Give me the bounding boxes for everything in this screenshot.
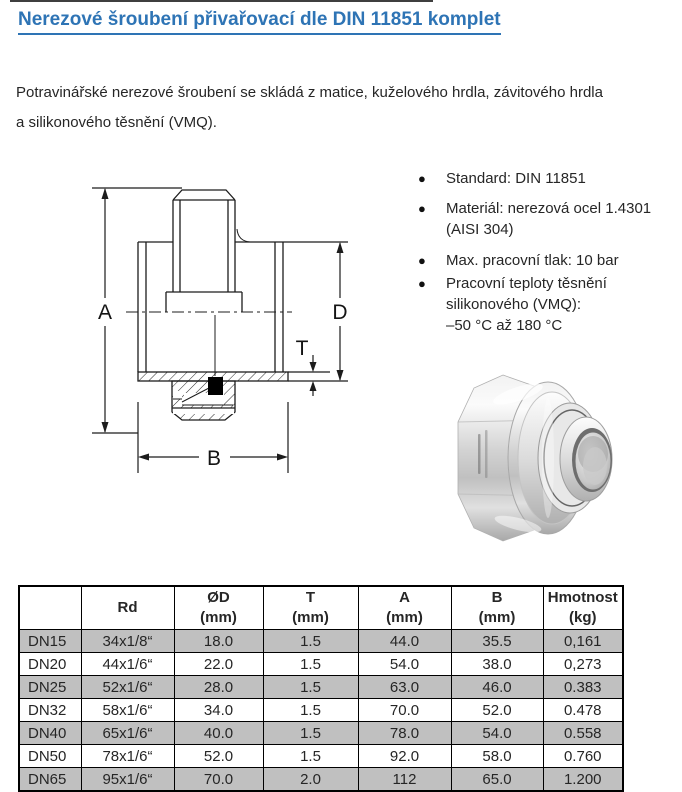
value-cell: 54.0 xyxy=(451,722,543,745)
list-item xyxy=(418,198,682,240)
dimension-label-b: B xyxy=(206,447,222,470)
spec-text: Pracovní teploty těsnění xyxy=(446,275,607,292)
column-header-dn xyxy=(19,586,81,630)
value-cell: 92.0 xyxy=(358,745,451,768)
bullet-icon: ● xyxy=(418,276,426,291)
value-cell: 0,273 xyxy=(543,653,623,676)
value-cell: 38.0 xyxy=(451,653,543,676)
technical-drawing xyxy=(80,172,370,487)
dimension-label-d: D xyxy=(332,301,348,324)
table-row xyxy=(19,630,623,653)
value-cell: 0.760 xyxy=(543,745,623,768)
dn-size-cell: DN25 xyxy=(19,676,81,699)
spec-text: –50 °C až 180 °C xyxy=(446,317,563,334)
value-cell: 1.5 xyxy=(263,653,358,676)
list-item xyxy=(418,168,682,189)
stamp-marking xyxy=(485,430,488,478)
dn-size-cell: DN50 xyxy=(19,745,81,768)
value-cell: 78x1/6“ xyxy=(81,745,174,768)
dn-size-cell: DN20 xyxy=(19,653,81,676)
value-cell: 2.0 xyxy=(263,768,358,792)
table-header-row xyxy=(19,586,623,630)
value-cell: 63.0 xyxy=(358,676,451,699)
dn-size-cell: DN40 xyxy=(19,722,81,745)
value-cell: 22.0 xyxy=(174,653,263,676)
value-cell: 52x1/6“ xyxy=(81,676,174,699)
value-cell: 0.478 xyxy=(543,699,623,722)
column-header-a: A (mm) xyxy=(358,586,451,630)
spec-table-body xyxy=(19,630,623,792)
value-cell: 1.5 xyxy=(263,745,358,768)
dn-size-cell: DN15 xyxy=(19,630,81,653)
spec-bullet-list xyxy=(418,168,682,336)
value-cell: 65.0 xyxy=(451,768,543,792)
list-item xyxy=(418,273,682,336)
value-cell: 0.383 xyxy=(543,676,623,699)
value-cell: 34.0 xyxy=(174,699,263,722)
value-cell: 35.5 xyxy=(451,630,543,653)
column-header-hmotnost: Hmotnost (kg) xyxy=(543,586,623,630)
value-cell: 70.0 xyxy=(358,699,451,722)
dimension-table xyxy=(18,585,624,792)
column-header-b: B (mm) xyxy=(451,586,543,630)
bullet-icon: ● xyxy=(418,253,426,268)
gasket-section xyxy=(208,377,223,395)
value-cell: 112 xyxy=(358,768,451,792)
value-cell: 52.0 xyxy=(451,699,543,722)
page-title[interactable]: Nerezové šroubení přivařovací dle DIN 11851 komplet xyxy=(18,9,501,35)
table-row xyxy=(19,722,623,745)
value-cell: 1.5 xyxy=(263,722,358,745)
spec-text: Standard: DIN 11851 xyxy=(446,170,586,187)
value-cell: 54.0 xyxy=(358,653,451,676)
spec-text: Max. pracovní tlak: 10 bar xyxy=(446,252,619,269)
bullet-icon: ● xyxy=(418,201,426,216)
value-cell: 58x1/6“ xyxy=(81,699,174,722)
intro-line-2: a silikonového těsnění (VMQ). xyxy=(16,114,217,131)
table-row xyxy=(19,676,623,699)
intro-line-1: Potravinářské nerezové šroubení se skládá z matice, kuželového hrdla, závitového hrdla xyxy=(16,84,603,101)
value-cell: 46.0 xyxy=(451,676,543,699)
column-header-rd: Rd xyxy=(81,586,174,630)
column-header-t: T (mm) xyxy=(263,586,358,630)
table-row xyxy=(19,653,623,676)
value-cell: 1.5 xyxy=(263,676,358,699)
table-row xyxy=(19,745,623,768)
product-photo xyxy=(448,372,673,544)
value-cell: 70.0 xyxy=(174,768,263,792)
value-cell: 34x1/8“ xyxy=(81,630,174,653)
dn-size-cell: DN32 xyxy=(19,699,81,722)
value-cell: 40.0 xyxy=(174,722,263,745)
value-cell: 44.0 xyxy=(358,630,451,653)
value-cell: 65x1/6“ xyxy=(81,722,174,745)
value-cell: 0,161 xyxy=(543,630,623,653)
value-cell: 44x1/6“ xyxy=(81,653,174,676)
value-cell: 52.0 xyxy=(174,745,263,768)
value-cell: 1.5 xyxy=(263,630,358,653)
value-cell: 0.558 xyxy=(543,722,623,745)
value-cell: 28.0 xyxy=(174,676,263,699)
value-cell: 18.0 xyxy=(174,630,263,653)
value-cell: 1.5 xyxy=(263,699,358,722)
value-cell: 78.0 xyxy=(358,722,451,745)
value-cell: 95x1/6“ xyxy=(81,768,174,792)
dimension-label-a: A xyxy=(97,301,113,324)
intro-paragraph xyxy=(16,78,676,138)
list-item xyxy=(418,250,682,271)
stamp-marking xyxy=(478,434,481,474)
table-row xyxy=(19,768,623,792)
spec-text: silikonového (VMQ): xyxy=(446,296,582,313)
value-cell: 58.0 xyxy=(451,745,543,768)
dn-size-cell: DN65 xyxy=(19,768,81,792)
spec-text: (AISI 304) xyxy=(446,221,514,238)
cropped-content-edge xyxy=(10,0,433,2)
table-row xyxy=(19,699,623,722)
spec-text: Materiál: nerezová ocel 1.4301 xyxy=(446,200,652,217)
dimension-label-t: T xyxy=(295,337,309,360)
value-cell: 1.200 xyxy=(543,768,623,792)
column-header-od: ØD (mm) xyxy=(174,586,263,630)
bullet-icon: ● xyxy=(418,171,426,186)
